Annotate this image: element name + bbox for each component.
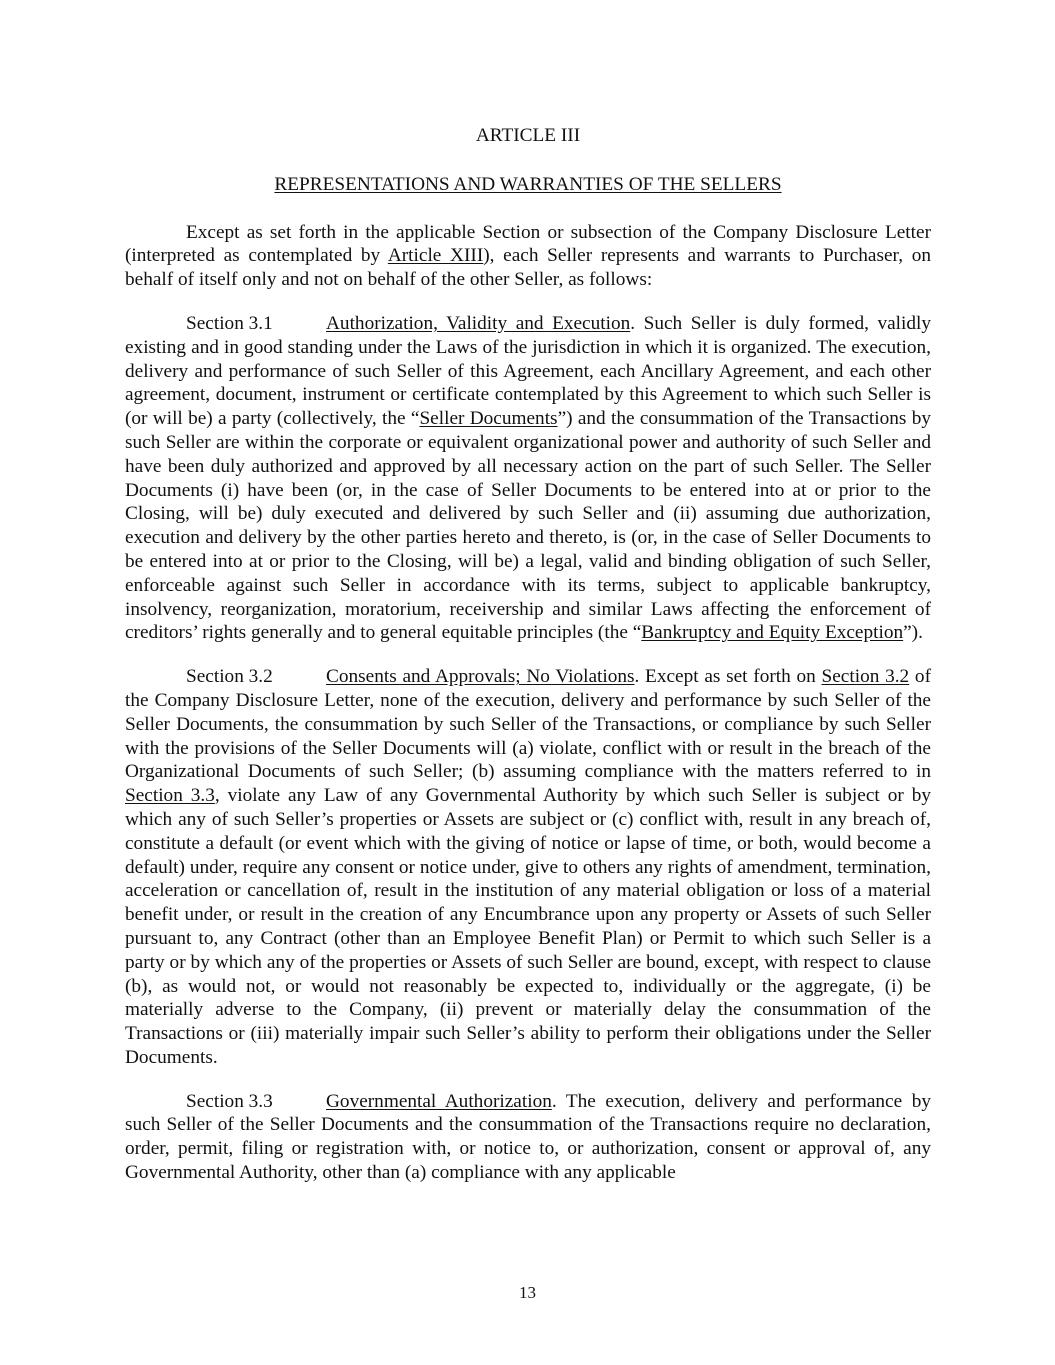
section-3-1-text-continued: ”) and the consummation of the Transactions by such Seller are within the corporate or equivalent organizational power and authority of such Seller and have been duly authorized and approved by all necessary action on the part of such Seller. The Seller Documents (i) have been (or, in the case of Seller Documents to be entered into at or prior to the Closing, will be) duly executed and delivered by such Seller and (ii) assuming due authorization, execution and delivery by the other parties hereto and thereto, is (or, in the case of Seller Documents to be entered into at or prior to the Closing, will be) a legal, valid and binding obligation of such Seller, enforceable against such Seller in accordance with its terms, subject to applicable bankruptcy, insolvency, reorganization, moratorium, receivership and similar Laws affecting the enforcement of creditors’ rights generally and to general equitable principles (the “ [125, 408, 931, 644]
intro-text-continued: ), each Seller represents and warrants to Purchaser, on behalf of itself only and not on behalf of the other Seller, as follows: [125, 245, 931, 291]
section-3-1-text: . Such Seller is duly formed, validly existing and in good standing under the Laws of the jurisdiction in which it is organized. The execution, delivery and performance of such Seller of this Agreement, each Ancillary Agreement, and each other agreement, document, instrument or certificate contemplated by this Agreement to which such Seller is (or will be) a party (collectively, the “ [125, 312, 931, 430]
section-3-1-heading: Authorization, Validity and Execution [326, 312, 631, 334]
section-3-3-heading: Governmental Authorization [326, 1090, 552, 1112]
section-3-1-paragraph [125, 312, 931, 645]
defined-term-seller-documents: Seller Documents [419, 408, 558, 430]
section-3-2-number: Section 3.2 [186, 666, 273, 688]
article-title: ARTICLE III [475, 125, 581, 146]
section-3-2-reference: Section 3.2 [821, 666, 910, 688]
section-3-2-heading: Consents and Approvals; No Violations [326, 666, 635, 688]
defined-term-bankruptcy-exception: Bankruptcy and Equity Exception [641, 622, 904, 644]
article-xiii-reference: Article XIII [387, 245, 484, 267]
section-3-2-text-continued: of the Company Disclosure Letter, none of the execution, delivery and performance by such Seller of the Seller Documents, the consummation by such Seller of the Transactions, or compliance by such Seller with the provisions of the Seller Documents will (a) violate, conflict with or result in the breach of the Organizational Documents of such Seller; (b) assuming compliance with the matters referred to in [125, 666, 931, 783]
section-3-2-paragraph [125, 665, 931, 1070]
section-3-2-text: . Except as set forth on [634, 666, 822, 688]
section-3-2-text-end: , violate any Law of any Governmental Authority by which such Seller is subject or by which any of such Seller’s properties or Assets are subject or (c) conflict with, result in any breach of, constitute a default (or event which with the giving of notice or lapse of time, or both, would become a default) under, require any consent or notice under, give to others any rights of amendment, termination, acceleration or cancellation of, result in the institution of any material obligation or loss of a material benefit under, or result in the creation of any Encumbrance upon any property or Assets of such Seller pursuant to, any Contract (other than an Employee Benefit Plan) or Permit to which such Seller is a party or by which any of the properties or Assets of such Seller are bound, except, with respect to clause (b), as would not, or would not reasonably be expected to, individually or the aggregate, (i) be materially adverse to the Company, (ii) prevent or materially delay the consummation of the Transactions or (iii) materially impair such Seller’s ability to perform their obligations under the Seller Documents. [125, 785, 931, 1068]
intro-paragraph [125, 221, 931, 292]
section-3-3-paragraph [125, 1090, 931, 1185]
section-3-1-number: Section 3.1 [186, 312, 273, 334]
article-subtitle-text: REPRESENTATIONS AND WARRANTIES OF THE SELLERS [274, 173, 782, 195]
page-number: 13 [519, 1283, 536, 1302]
document-page [125, 124, 931, 1205]
intro-text: Except as set forth in the applicable Section or subsection of the Company Disclosure Letter (interpreted as contemplated by [125, 221, 931, 267]
section-3-3-reference: Section 3.3 [125, 785, 215, 807]
section-3-1-text-end: ”). [903, 622, 923, 644]
section-3-3-number: Section 3.3 [186, 1090, 273, 1112]
section-3-3-text: . The execution, delivery and performance by such Seller of the Seller Documents and the consummation of the Transactions require no declaration, order, permit, filing or registration with, or notice to, or authorization, consent or approval of, any Governmental Authority, other than (a) compliance with any applicable [125, 1090, 931, 1184]
article-subtitle [125, 173, 931, 197]
